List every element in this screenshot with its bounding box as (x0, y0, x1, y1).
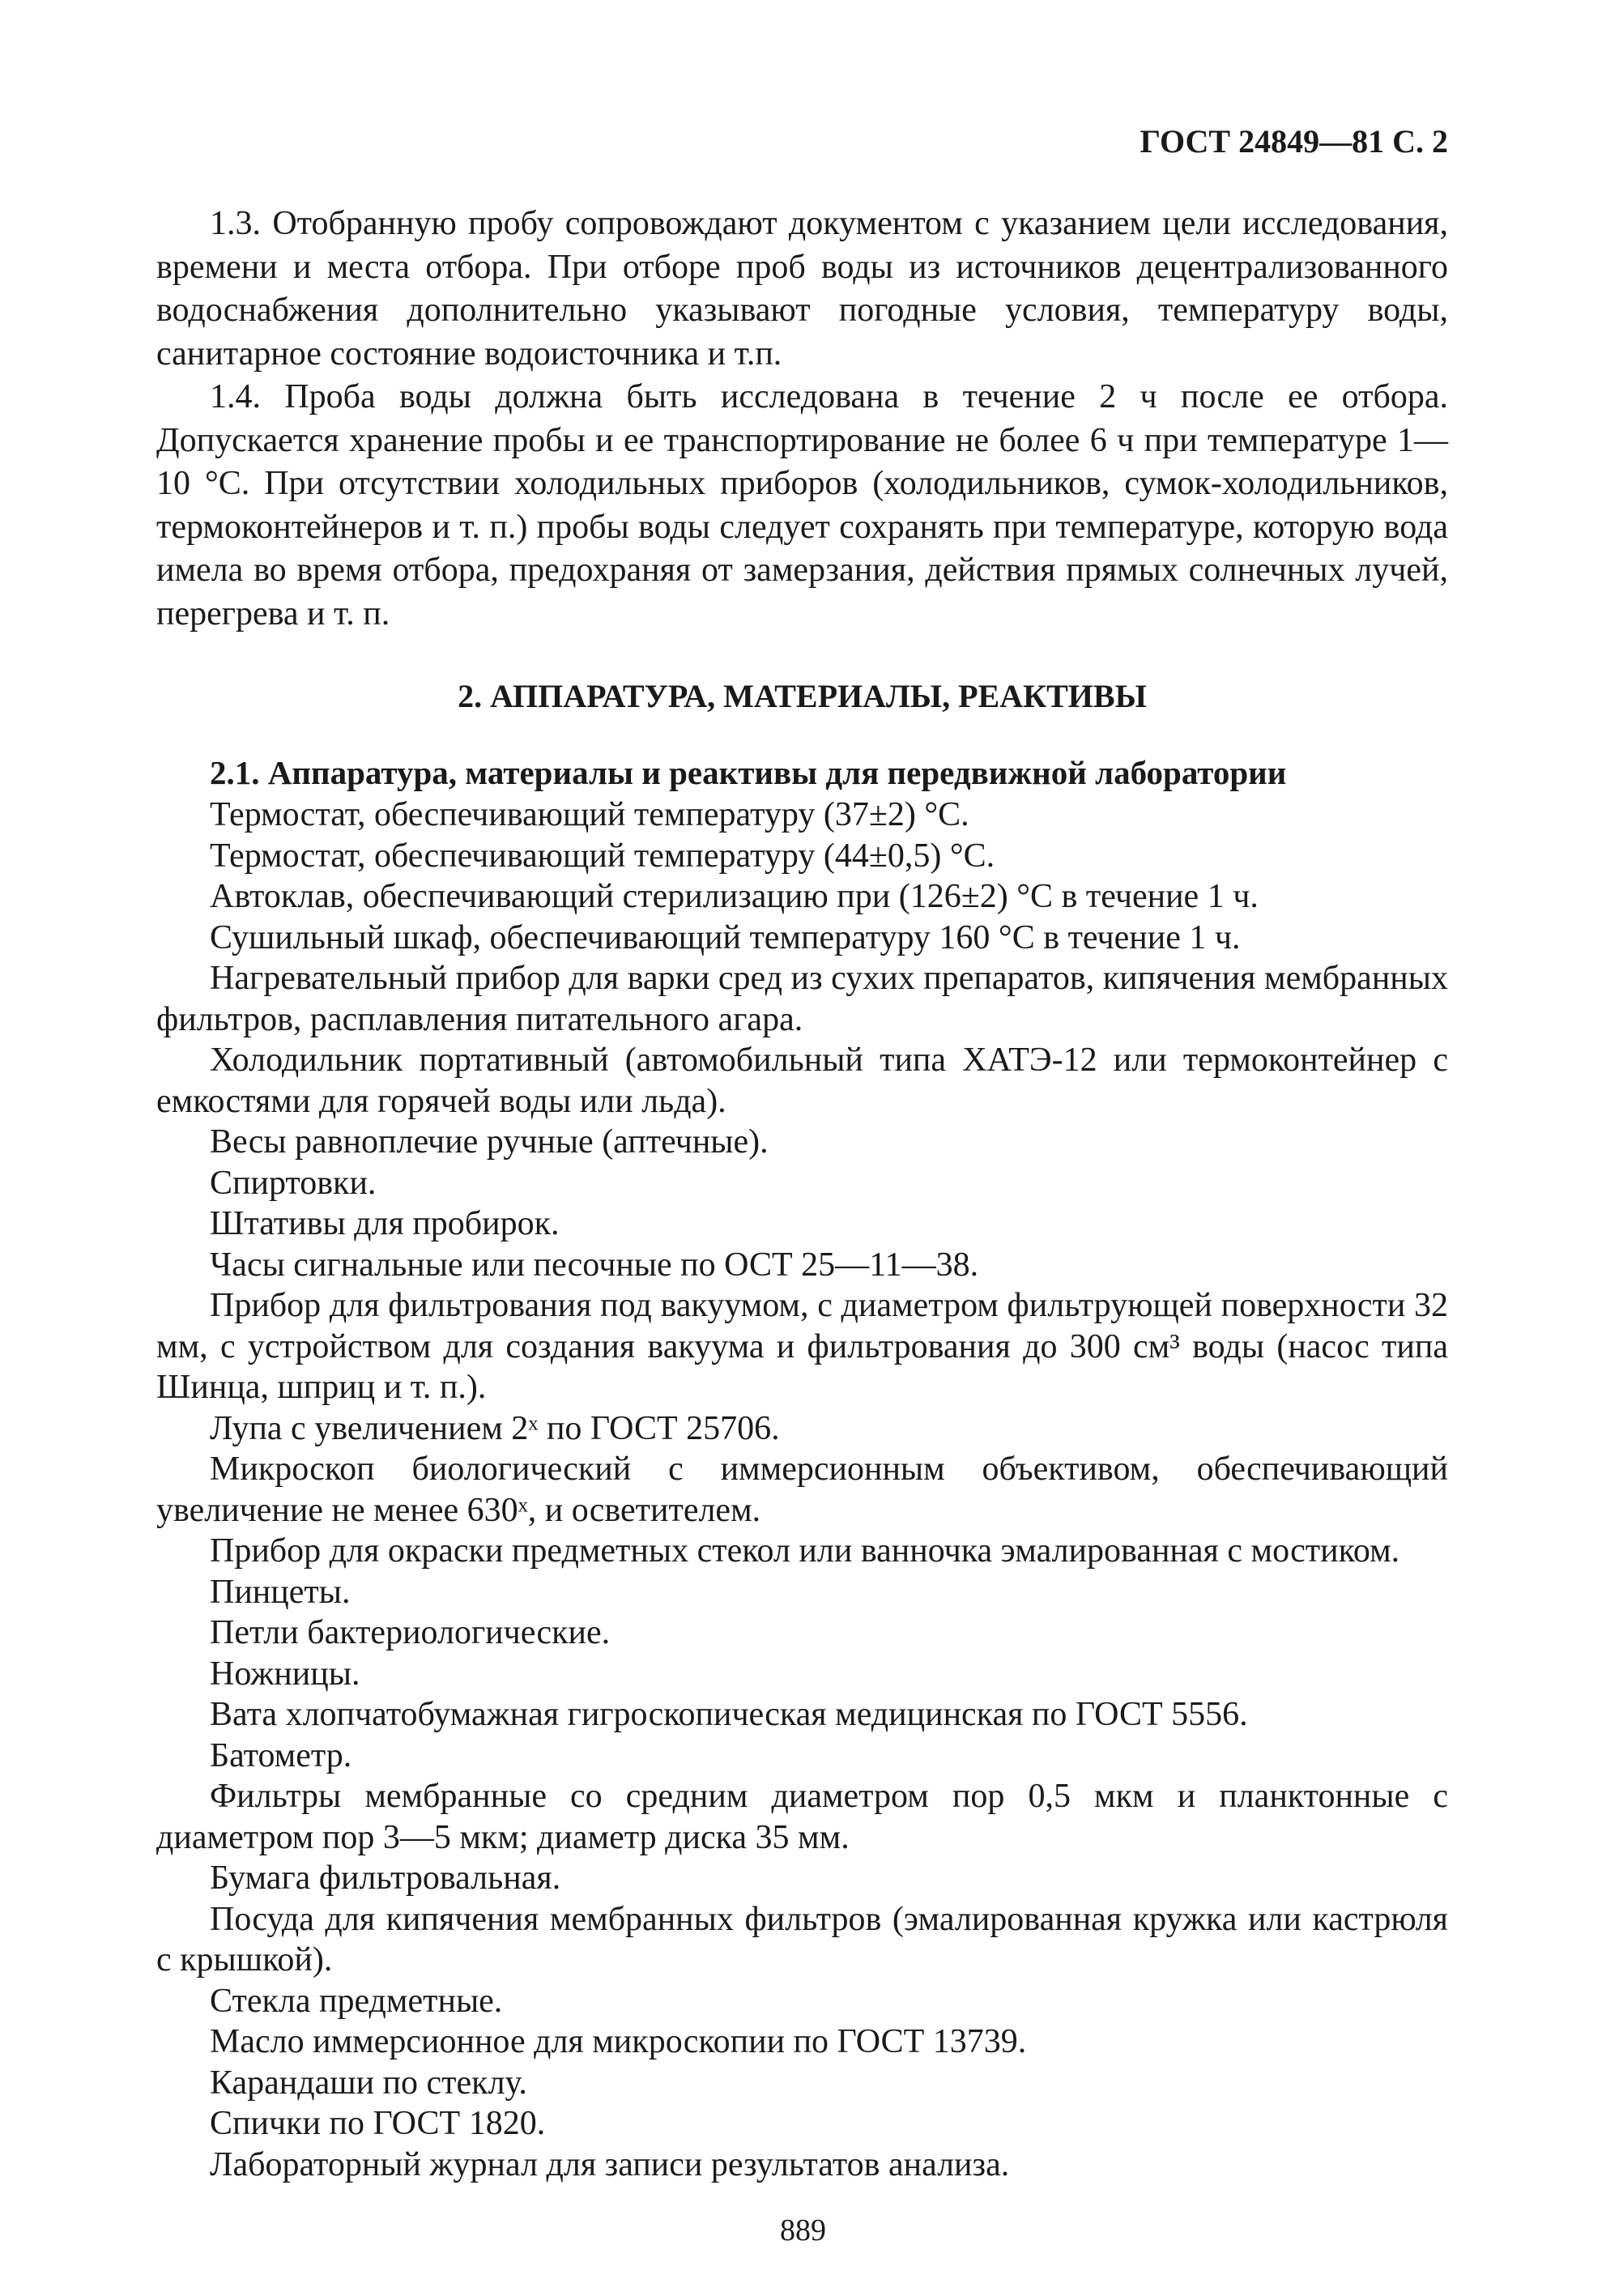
list-item: Стекла предметные. (210, 1982, 503, 2020)
subsection-heading: 2.1. Аппаратура, материалы и реактивы для передвижной лаборатории (210, 754, 1287, 791)
section-heading: 2. АППАРАТУРА, МАТЕРИАЛЫ, РЕАКТИВЫ (458, 678, 1147, 714)
list-item: Сушильный шкаф, обеспечивающий температуру 160 °С в течение 1 ч. (210, 918, 1241, 956)
list-item: Спиртовки. (210, 1164, 377, 1202)
list-item: Термостат, обеспечивающий температуру (44±0,5) °С. (210, 837, 995, 875)
list-item: Автоклав, обеспечивающий стерилизацию при (126±2) °С в течение 1 ч. (210, 878, 1259, 915)
list-item: Пинцеты. (210, 1573, 351, 1611)
list-item: Прибор для фильтрования под вакуумом, с диаметром фильтрующей поверхности 32 мм, с устройством для создания вакуума и фильтрования до 300 см³ воды (насос типа Шинца, шприц и т. п.). (156, 1287, 1448, 1406)
list-item: Батометр. (210, 1736, 352, 1774)
paragraph-1-3: 1.3. Отобранную пробу сопровождают документом с указанием цели исследования, времени и места отбора. При отборе проб воды из источников децентрализованного водоснабжения дополнительно указывают погодные условия, температуру воды, санитарное состояние водоисточника и т.п. (156, 205, 1448, 373)
document-page (156, 121, 1448, 2185)
list-item: Лупа с увеличением 2ˣ по ГОСТ 25706. (210, 1409, 780, 1447)
list-item: Прибор для окраски предметных стекол или ванночка эмалированная с мостиком. (210, 1532, 1400, 1570)
paragraph-1-4: 1.4. Проба воды должна быть исследована в течение 2 ч после ее отбора. Допускается хранение пробы и ее транспортирование не более 6 ч при температуре 1—10 °С. При отсутствии холодильных приборов (холодильников, сумок-холодильников, термоконтейнеров и т. п.) пробы воды следует сохранять при температуре, которую вода имела во время отбора, предохраняя от замерзания, действия прямых солнечных лучей, перегрева и т. п. (156, 378, 1448, 633)
list-item: Спички по ГОСТ 1820. (210, 2105, 546, 2142)
list-item: Весы равноплечие ручные (аптечные). (210, 1123, 769, 1161)
list-item: Бумага фильтровальная. (210, 1859, 561, 1897)
list-item: Масло иммерсионное для микроскопии по ГОСТ 13739. (210, 2023, 1027, 2060)
page-number: 889 (780, 2213, 826, 2247)
list-item: Ножницы. (210, 1655, 360, 1693)
list-item: Петли бактериологические. (210, 1614, 611, 1651)
running-header: ГОСТ 24849—81 С. 2 (1140, 123, 1448, 160)
list-item: Холодильник портативный (автомобильный типа ХАТЭ-12 или термоконтейнер с емкостями для горячей воды или льда). (156, 1042, 1448, 1120)
list-item: Посуда для кипячения мембранных фильтров (эмалированная кружка или кастрюля с крышкой). (156, 1900, 1448, 1979)
list-item: Термостат, обеспечивающий температуру (37±2) °С. (210, 796, 969, 833)
list-item: Карандаши по стеклу. (210, 2064, 527, 2102)
list-item: Лабораторный журнал для записи результатов анализа. (210, 2145, 1010, 2183)
list-item: Микроскоп биологический с иммерсионным объективом, обеспечивающий увеличение не менее 630ˣ, и осветителем. (156, 1450, 1448, 1529)
equipment-list (156, 794, 1448, 2185)
list-item: Фильтры мембранные со средним диаметром пор 0,5 мкм и планктонные с диаметром пор 3—5 мкм; диаметр диска 35 мм. (156, 1778, 1448, 1856)
list-item: Часы сигнальные или песочные по ОСТ 25—11—38. (210, 1246, 979, 1284)
list-item: Нагревательный прибор для варки сред из сухих препаратов, кипячения мембранных фильтров, расплавления питательного агара. (156, 960, 1448, 1038)
list-item: Вата хлопчатобумажная гигроскопическая медицинская по ГОСТ 5556. (210, 1696, 1248, 1733)
list-item: Штативы для пробирок. (210, 1205, 560, 1242)
